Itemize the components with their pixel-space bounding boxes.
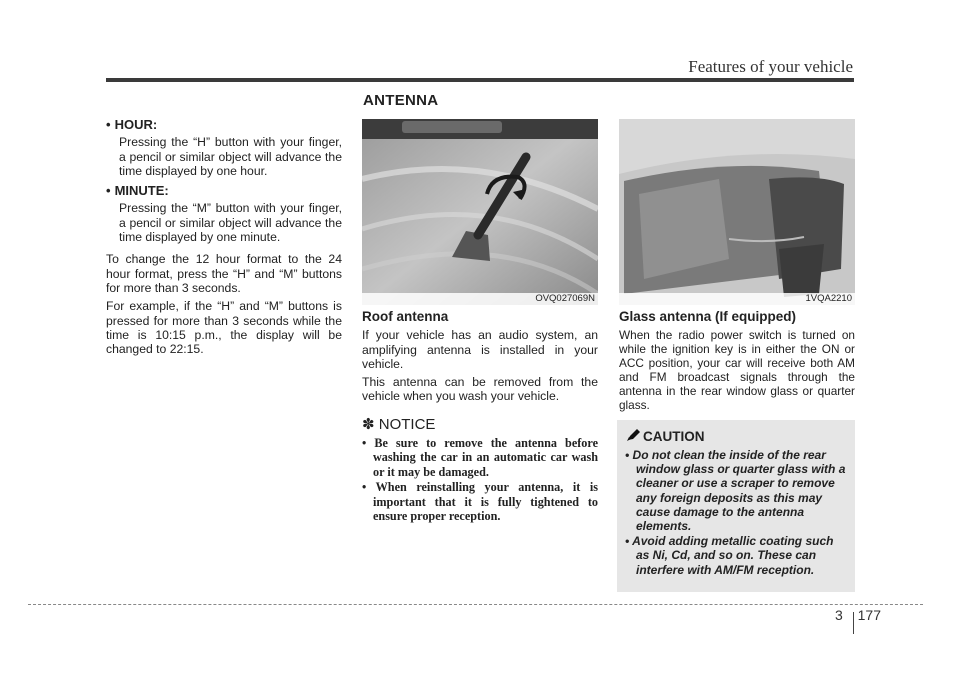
glass-image-code: 1VQA2210 <box>805 293 852 304</box>
section-number: 3 <box>834 607 843 623</box>
caution-box <box>617 420 855 592</box>
glass-antenna-illustration <box>619 119 855 305</box>
pencil-icon <box>627 429 643 444</box>
hour-title: • HOUR: <box>106 117 158 132</box>
section-heading: ANTENNA <box>363 92 439 109</box>
caution-item: • Do not clean the inside of the rear window glass or quarter glass with a cleaner or use a scraper to remove any foreign deposits as this may cause damage to the antenna elements. <box>625 448 846 534</box>
notice-list <box>362 436 598 523</box>
roof-antenna-p1: If your vehicle has an audio system, an amplifying antenna is installed in your vehicle. <box>362 328 598 371</box>
page-number-value: 177 <box>857 607 881 623</box>
hour-text: Pressing the “H” button with your finger, a pencil or similar object will advance the time displayed by one hour. <box>119 135 342 178</box>
caution-title: CAUTION <box>627 429 705 444</box>
glass-antenna-section <box>619 310 855 416</box>
caution-list <box>625 448 847 578</box>
roof-antenna-p2: This antenna can be removed from the vehicle when you wash your vehicle. <box>362 375 598 404</box>
glass-antenna-photo <box>619 119 855 305</box>
notice-item: • When reinstalling your antenna, it is important that it is fully tightened to ensure proper reception. <box>362 480 598 524</box>
header-title: Features of your vehicle <box>688 57 853 76</box>
glass-antenna-p1: When the radio power switch is turned on while the ignition key is in either the ON or ACC position, your car will receive both AM and FM broadcast signals through the antenna in the rear window glass or quarter glass. <box>619 328 855 413</box>
minute-title: • MINUTE: <box>106 183 169 199</box>
notice-item: • Be sure to remove the antenna before washing the car in an automatic car wash or it may be damaged. <box>362 436 598 479</box>
glass-antenna-heading: Glass antenna (If equipped) <box>619 309 797 324</box>
header-rule <box>106 78 854 82</box>
roof-antenna-photo <box>362 119 598 305</box>
page-number <box>835 607 881 623</box>
minute-text: Pressing the “M” button with your finger, a pencil or similar object will advance the time displayed by one minute. <box>119 201 342 245</box>
roof-antenna-illustration <box>362 119 598 305</box>
roof-antenna-heading: Roof antenna <box>362 309 449 324</box>
format-paragraph: To change the 12 hour format to the 24 hour format, press the “H” and “M” buttons for more than 3 seconds. <box>106 252 342 295</box>
notice-title: ✽ NOTICE <box>362 415 436 433</box>
roof-antenna-section <box>362 310 598 525</box>
caution-item: • Avoid adding metallic coating such as Ni, Cd, and so on. These can interfere with AM/FM reception. <box>625 534 834 577</box>
clock-instructions <box>106 118 342 356</box>
example-paragraph: For example, if the “H” and “M” buttons is pressed for more than 3 seconds while the time is 10:15 p.m., the display will be changed to 22:15. <box>106 299 342 357</box>
roof-image-code: OVQ027069N <box>535 293 595 304</box>
footer-rule <box>28 604 923 605</box>
notice-symbol-icon: ✽ <box>362 415 375 433</box>
